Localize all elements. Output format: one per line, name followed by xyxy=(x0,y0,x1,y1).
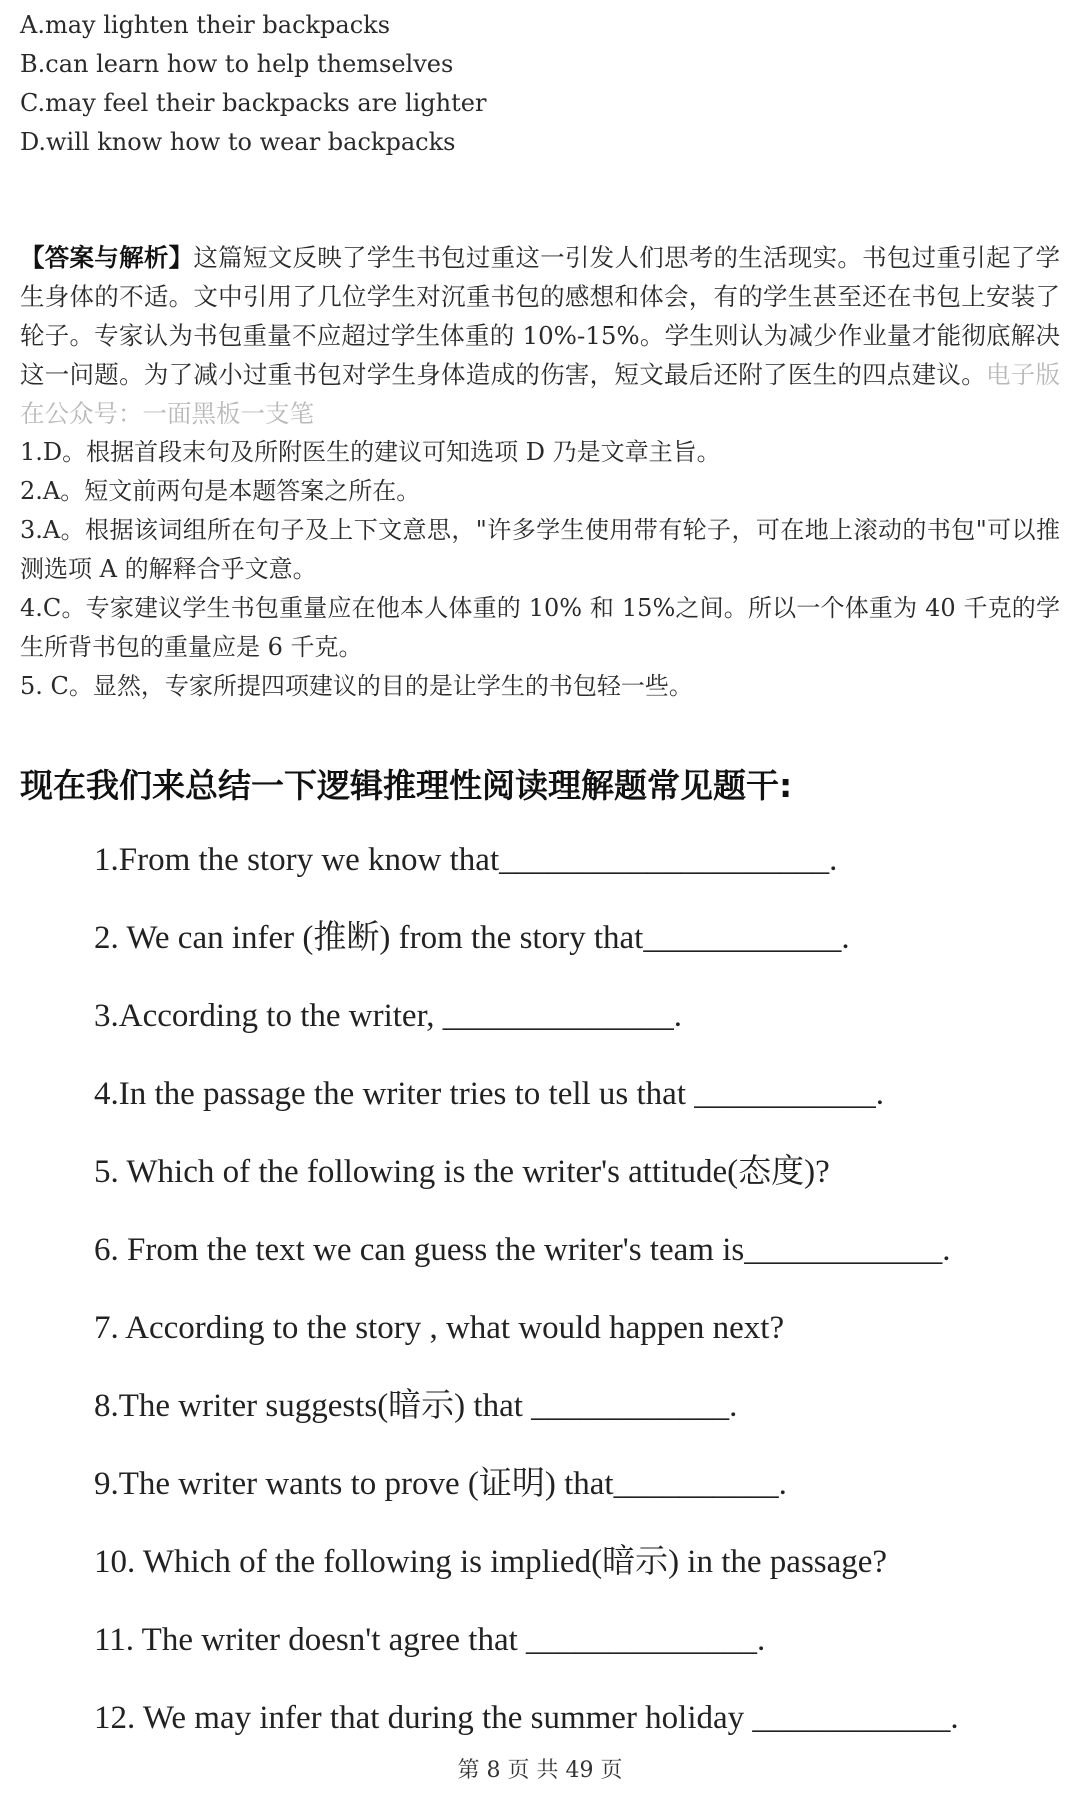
answer-item-4: 4.C。专家建议学生书包重量应在他本人体重的 10% 和 15%之间。所以一个体重为 40 千克的学生所背书包的重量应是 6 千克。 xyxy=(20,594,1060,661)
analysis-paragraph xyxy=(20,238,1060,433)
option-c: C.may feel their backpacks are lighter xyxy=(20,89,487,117)
answer-item-1: 1.D。根据首段末句及所附医生的建议可知选项 D 乃是文章主旨。 xyxy=(20,438,721,466)
question-stem-7: 7. According to the story , what would happen next? xyxy=(94,1310,785,1346)
question-stem-10: 10. Which of the following is implied(暗示) in the passage? xyxy=(94,1544,888,1580)
answer-analysis xyxy=(20,238,1060,706)
page-number-footer: 第 8 页 共 49 页 xyxy=(457,1758,623,1783)
answer-item-5: 5. C。显然，专家所提四项建议的目的是让学生的书包轻一些。 xyxy=(20,672,693,700)
question-stem-12: 12. We may infer that during the summer holiday ____________. xyxy=(94,1700,959,1736)
answer-item-2: 2.A。短文前两句是本题答案之所在。 xyxy=(20,477,421,505)
question-stem-3: 3.According to the writer, ______________. xyxy=(94,998,682,1034)
option-b: B.can learn how to help themselves xyxy=(20,50,454,78)
question-stem-1: 1.From the story we know that____________________. xyxy=(94,842,838,878)
question-stem-4: 4.In the passage the writer tries to tell us that ___________. xyxy=(94,1076,885,1112)
question-stem-6: 6. From the text we can guess the writer's team is____________. xyxy=(94,1232,951,1268)
summary-heading: 现在我们来总结一下逻辑推理性阅读理解题常见题干: xyxy=(20,766,793,805)
answer-item-3: 3.A。根据该词组所在句子及上下文意思，"许多学生使用带有轮子，可在地上滚动的书包"可以推测选项 A 的解释合乎文意。 xyxy=(20,516,1060,583)
question-stem-2: 2. We can infer (推断) from the story that____________. xyxy=(94,920,850,956)
question-stem-8: 8.The writer suggests(暗示) that ____________. xyxy=(94,1388,738,1424)
watermark-text: 电子版在公众号：一面黑板一支笔 xyxy=(20,360,1061,428)
question-stem-5: 5. Which of the following is the writer's attitude(态度)? xyxy=(94,1154,830,1190)
analysis-heading: 【答案与解析】 xyxy=(20,243,194,272)
question-stem-11: 11. The writer doesn't agree that ______________. xyxy=(94,1622,766,1658)
option-d: D.will know how to wear backpacks xyxy=(20,128,456,156)
question-stem-list xyxy=(94,838,1064,1774)
option-a: A.may lighten their backpacks xyxy=(20,11,391,39)
analysis-body: 这篇短文反映了学生书包过重这一引发人们思考的生活现实。书包过重引起了学生身体的不适。文中引用了几位学生对沉重书包的感想和体会，有的学生甚至还在书包上安装了轮子。专家认为书包重量不应超过学生体重的 10%-15%。学生则认为减少作业量才能彻底解决这一问题。为了减小过重书包对学生身体造成的伤害，短文最后还附了医生的四点建议。 xyxy=(20,243,1061,389)
answer-options xyxy=(20,6,1060,162)
question-stem-9: 9.The writer wants to prove (证明) that__________. xyxy=(94,1466,787,1502)
